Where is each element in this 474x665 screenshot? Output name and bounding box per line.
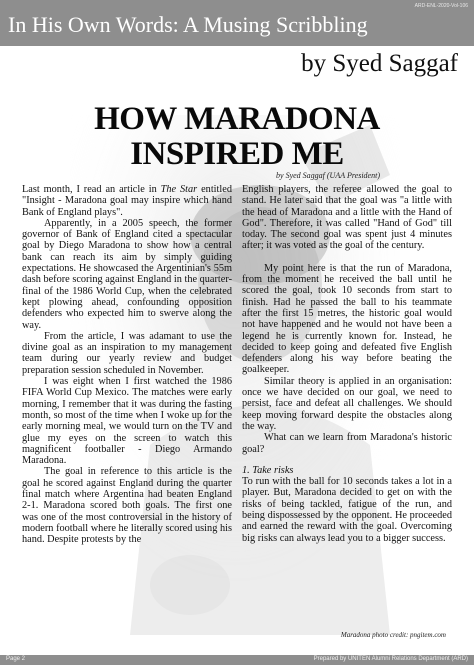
paragraph xyxy=(22,184,232,218)
paragraph: What can we learn from Maradona's historic goal? xyxy=(242,432,452,455)
footer-band xyxy=(0,655,474,665)
paragraph-text: Last month, I read an article in xyxy=(22,184,161,195)
source-name: The Star xyxy=(160,184,198,195)
headline-line-2: INSPIRED ME xyxy=(130,136,344,172)
header-band xyxy=(0,0,474,46)
paragraph: Similar theory is applied in an organisation: once we have decided on our goal, we need to persist, face and defeat all challenges. We should keep moving forward despite the obstacles along the way. xyxy=(242,375,452,432)
series-code: ARD-ENL-2020-Vol-106 xyxy=(414,3,468,9)
headline-line-1: HOW MARADONA xyxy=(94,101,380,137)
page-number: Page 2 xyxy=(6,656,26,662)
paragraph: Apparently, in a 2005 speech, the former governor of Bank of England cited a spectacular goal by Diego Maradona to show how a central bank can reach its aim by simply guiding expectations. He showcased the Argentinian's 55m dash before scoring against England in the quarter-final of the 1986 World Cup, when the celebrated kept plowing ahead, confounding opposition defenders who expected him to swerve along the way. xyxy=(22,217,232,331)
paragraph: To run with the ball for 10 seconds takes a lot in a player. But, Maradona decided to get on with the risks of being tackled, fatigue of the run, and being dispossessed by the opponent. He proceeded and earned the reward with the goal. Overcoming big risks can always lead you to a bigger success. xyxy=(242,476,452,544)
paragraph-text: entitled "Insight - Maradona goal may inspire which hand Bank of England plays". xyxy=(22,184,232,218)
paragraph: The goal in reference to this article is the goal he scored against England during the quarter final match where Argentina had beaten England 2-1. Maradona scored both goals. The first one was one of the most controversial in the history of modern football where he literally scored using his hand. Despite protests by the xyxy=(22,466,232,546)
photo-credit: Maradona photo credit: pngitem.com xyxy=(340,631,446,639)
article-column-right xyxy=(242,184,452,594)
footer-credit: Prepared by UNITEN Alumni Relations Department (ARD) xyxy=(313,656,468,662)
article-column-left xyxy=(22,184,232,612)
author-note: by Syed Saggaf (UAA President) xyxy=(276,171,380,180)
subheading: 1. Take risks xyxy=(242,464,294,476)
paragraph: I was eight when I first watched the 1986 FIFA World Cup Mexico. The matches were early morning, I remember that it was during the fasting month, so most of the time when I woke up for the early morning meal, we would turn on the TV and glue my eyes on the screen to watch this magnificent footballer - Diego Armando Maradona. xyxy=(22,376,232,467)
paragraph: My point here is that the run of Maradona, from the moment he received the ball until he scored the goal, took 10 seconds from start to finish. Had he passed the ball to his teammate after the first 15 metres, the historic goal would not have happened and he would not have been a legend he is currently known for. Instead, he decided to keep going and defeated five English defenders along his way before beating the goalkeeper. xyxy=(242,262,452,376)
paragraph: From the article, I was adamant to use the divine goal as an inspiration to my management team during our yearly review and budget preparation session scheduled in November. xyxy=(22,330,232,376)
byline: by Syed Saggaf xyxy=(301,50,458,77)
paragraph: English players, the referee allowed the goal to stand. He later said that the goal was "a little with the head of Maradona and a little with the Hand of God". Therefore, it was called "Hand of God" till today. The second goal was spent just 4 minutes after; it was voted as the goal of the century. xyxy=(242,184,452,252)
article-headline xyxy=(0,102,474,172)
series-title: In His Own Words: A Musing Scribbling xyxy=(8,12,368,37)
